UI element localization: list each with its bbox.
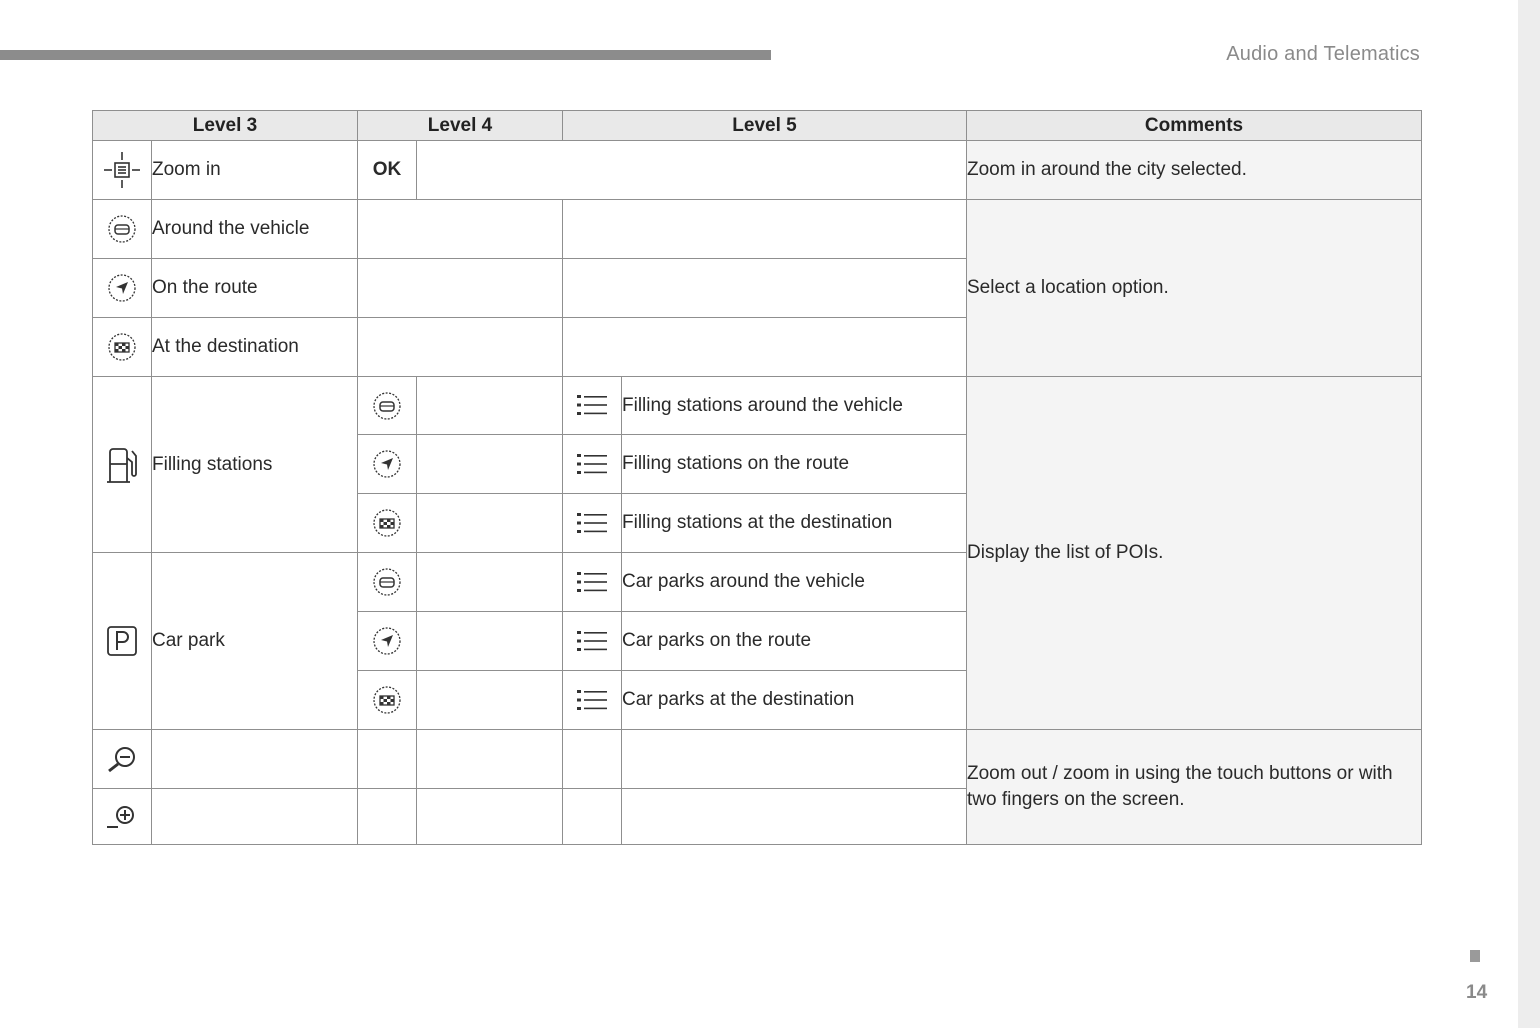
ok-label: OK — [358, 141, 417, 200]
empty-cell — [417, 612, 563, 671]
filling-stations-label: Filling stations — [152, 377, 358, 553]
list-icon — [563, 553, 622, 612]
location-option-label: At the destination — [152, 318, 358, 377]
zoom-in-label: Zoom in — [152, 141, 358, 200]
page-marker — [1470, 950, 1480, 962]
empty-cell — [152, 789, 358, 845]
fuel-pump-icon — [93, 377, 152, 553]
zoom-buttons-comment: Zoom out / zoom in using the touch buttons or with two fingers on the screen. — [967, 730, 1422, 845]
empty-cell — [358, 730, 417, 789]
poi-list-item: Car parks around the vehicle — [622, 553, 967, 612]
empty-cell — [417, 730, 563, 789]
table-header-row — [93, 111, 1422, 141]
header-rule — [0, 50, 771, 60]
list-icon — [563, 494, 622, 553]
empty-cell — [563, 259, 967, 318]
empty-cell — [152, 730, 358, 789]
around-vehicle-icon — [358, 377, 417, 435]
location-option-label: On the route — [152, 259, 358, 318]
poi-list-item: Filling stations around the vehicle — [622, 377, 967, 435]
empty-cell — [358, 789, 417, 845]
page-number: 14 — [1466, 982, 1488, 1003]
page-edge-strip — [1518, 0, 1540, 1028]
on-route-icon — [358, 612, 417, 671]
empty-cell — [358, 200, 563, 259]
zoom-crosshair-icon — [93, 141, 152, 200]
empty-cell — [358, 318, 563, 377]
table-row — [93, 377, 1422, 435]
on-route-icon — [358, 435, 417, 494]
zoom-in-icon — [93, 789, 152, 845]
table-row — [93, 141, 1422, 200]
location-option-label: Around the vehicle — [152, 200, 358, 259]
empty-cell — [622, 789, 967, 845]
header-level5: Level 5 — [563, 111, 967, 141]
empty-cell — [563, 200, 967, 259]
destination-flag-icon — [93, 318, 152, 377]
section-title: Audio and Telematics — [1226, 43, 1420, 65]
poi-list-item: Car parks at the destination — [622, 671, 967, 730]
header-level3: Level 3 — [93, 111, 358, 141]
around-vehicle-icon — [93, 200, 152, 259]
header-comments: Comments — [967, 111, 1422, 141]
empty-cell — [417, 671, 563, 730]
header-level4: Level 4 — [358, 111, 563, 141]
empty-cell — [417, 141, 967, 200]
destination-flag-icon — [358, 494, 417, 553]
list-icon — [563, 671, 622, 730]
zoom-out-icon — [93, 730, 152, 789]
empty-cell — [417, 377, 563, 435]
empty-cell — [563, 318, 967, 377]
poi-list-item: Filling stations at the destination — [622, 494, 967, 553]
list-icon — [563, 612, 622, 671]
list-icon — [563, 435, 622, 494]
table-row — [93, 730, 1422, 789]
destination-flag-icon — [358, 671, 417, 730]
empty-cell — [358, 259, 563, 318]
empty-cell — [417, 494, 563, 553]
empty-cell — [417, 435, 563, 494]
location-comment: Select a location option. — [967, 200, 1422, 377]
poi-list-item: Filling stations on the route — [622, 435, 967, 494]
empty-cell — [417, 789, 563, 845]
empty-cell — [622, 730, 967, 789]
car-park-label: Car park — [152, 553, 358, 730]
on-route-icon — [93, 259, 152, 318]
empty-cell — [563, 730, 622, 789]
menu-table — [92, 110, 1422, 845]
around-vehicle-icon — [358, 553, 417, 612]
empty-cell — [563, 789, 622, 845]
zoom-in-comment: Zoom in around the city selected. — [967, 141, 1422, 200]
list-icon — [563, 377, 622, 435]
table-row — [93, 200, 1422, 259]
poi-comment: Display the list of POIs. — [967, 377, 1422, 730]
empty-cell — [417, 553, 563, 612]
poi-list-item: Car parks on the route — [622, 612, 967, 671]
parking-icon — [93, 553, 152, 730]
